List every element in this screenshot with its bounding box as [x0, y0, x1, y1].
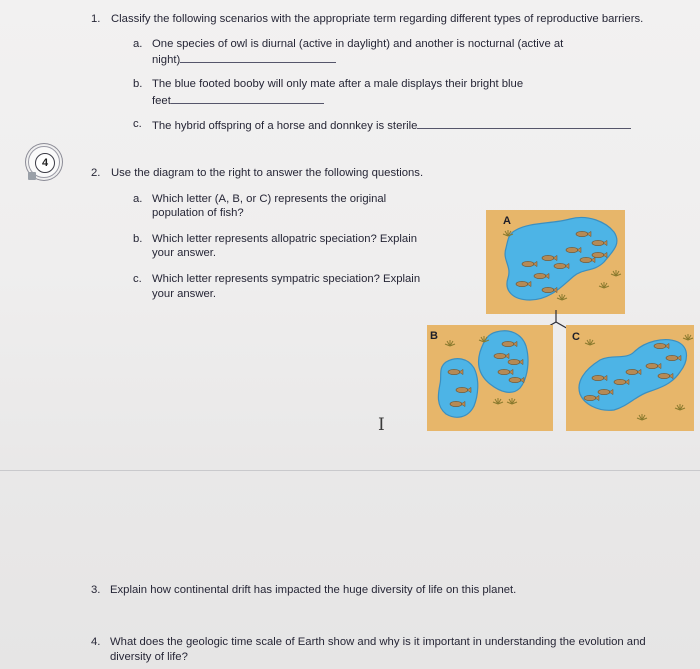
q1c-letter: c. [133, 118, 142, 130]
q1-number: 1. [91, 13, 101, 25]
q2c-letter: c. [133, 273, 142, 285]
q4-number: 4. [91, 636, 101, 648]
q1b-line2: feet [152, 95, 171, 107]
q1c-line1: The hybrid offspring of a horse and donnkey is sterile [152, 120, 418, 132]
q4-line2: diversity of life? [110, 651, 188, 663]
q2a-line2: population of fish? [152, 207, 244, 219]
q4-line1: What does the geologic time scale of Earth show and why is it important in understanding the evolution and [110, 636, 646, 648]
panel-a [486, 210, 625, 314]
page-number: 4 [35, 153, 55, 173]
q2b-line2: your answer. [152, 247, 217, 259]
q1a-line2: night) [152, 54, 181, 66]
q2-number: 2. [91, 167, 101, 179]
q1b-line1: The blue footed booby will only mate after a male displays their bright blue [152, 78, 524, 90]
q1a-line1: One species of owl is diurnal (active in daylight) and another is nocturnal (active at [152, 38, 564, 50]
section-divider [0, 470, 700, 471]
label-a: A [503, 215, 511, 227]
q1a-letter: a. [133, 38, 143, 50]
label-b: B [430, 330, 438, 342]
q2a-line1: Which letter (A, B, or C) represents the original [152, 193, 387, 205]
q2c-line1: Which letter represents sympatric speciation? Explain [152, 273, 421, 285]
q2a-letter: a. [133, 193, 143, 205]
q3-number: 3. [91, 584, 101, 596]
label-c: C [572, 331, 580, 343]
text-cursor-icon: I [378, 415, 385, 435]
panel-c [566, 325, 694, 431]
q2b-line1: Which letter represents allopatric speciation? Explain [152, 233, 417, 245]
panel-b [427, 325, 553, 431]
q2c-line2: your answer. [152, 288, 217, 300]
q1b-letter: b. [133, 78, 143, 90]
q1-text: Classify the following scenarios with the appropriate term regarding different types of reproductive barriers. [111, 13, 644, 25]
q2-text: Use the diagram to the right to answer the following questions. [111, 167, 424, 179]
q2b-letter: b. [133, 233, 143, 245]
q3-text: Explain how continental drift has impacted the huge diversity of life on this planet. [110, 584, 517, 596]
